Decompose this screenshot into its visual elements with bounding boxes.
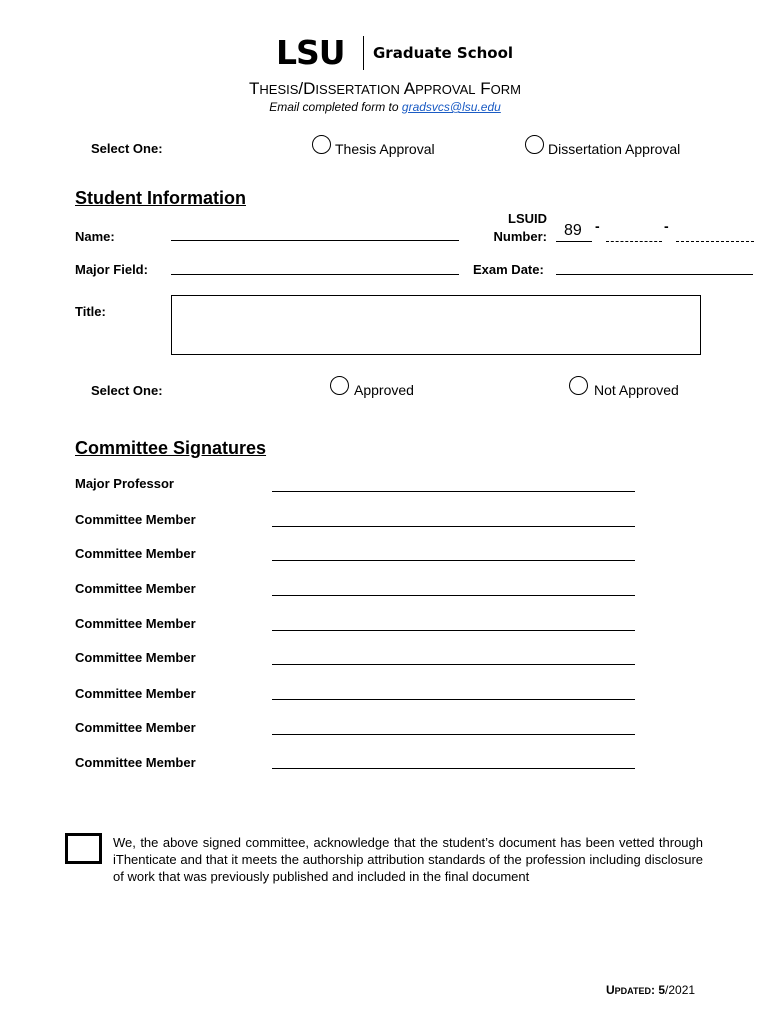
- graduate-school-label: Graduate School: [373, 44, 514, 62]
- exam-date-label: Exam Date:: [473, 262, 544, 277]
- email-instruction: Email completed form to gradsvcs@lsu.edu: [269, 100, 501, 114]
- committee-member-signature-line[interactable]: [272, 734, 635, 735]
- committee-member-signature-line[interactable]: [272, 664, 635, 665]
- approved-radio[interactable]: [330, 376, 349, 395]
- lsu-logo: LSU: [276, 33, 345, 72]
- name-label: Name:: [75, 229, 115, 244]
- not-approved-label: Not Approved: [594, 382, 679, 398]
- committee-member-label: Committee Member: [75, 650, 196, 665]
- major-professor-label: Major Professor: [75, 476, 174, 491]
- committee-member-label: Committee Member: [75, 616, 196, 631]
- not-approved-radio[interactable]: [569, 376, 588, 395]
- committee-member-label: Committee Member: [75, 581, 196, 596]
- approved-label: Approved: [354, 382, 414, 398]
- lsuid-segment-3[interactable]: [676, 241, 754, 242]
- major-field-label: Major Field:: [75, 262, 148, 277]
- lsuid-dash-2: -: [664, 218, 669, 234]
- committee-member-label: Committee Member: [75, 686, 196, 701]
- lsuid-prefix: 89: [564, 222, 582, 239]
- committee-member-label: Committee Member: [75, 546, 196, 561]
- student-info-heading: Student Information: [75, 188, 246, 208]
- title-label: Title:: [75, 304, 106, 319]
- lsuid-segment-2[interactable]: [606, 241, 662, 242]
- major-field-input[interactable]: [171, 274, 459, 275]
- acknowledgement-text: We, the above signed committee, acknowledge that the student’s document has been vetted through iThenticate and that it meets the authorship attribution standards of the profession including disclosure of work that was previously published and included in the final document: [113, 835, 703, 884]
- committee-heading: Committee Signatures: [75, 438, 267, 458]
- lsuid-segment-1[interactable]: [556, 241, 592, 242]
- dissertation-approval-radio[interactable]: [525, 135, 544, 154]
- lsuid-label-1: LSUID: [508, 211, 547, 226]
- thesis-approval-radio[interactable]: [312, 135, 331, 154]
- thesis-approval-label: Thesis Approval: [335, 141, 435, 157]
- committee-member-label: Committee Member: [75, 755, 196, 770]
- dissertation-approval-label: Dissertation Approval: [548, 141, 681, 157]
- type-select-label: Select One:: [91, 141, 163, 156]
- committee-member-signature-line[interactable]: [272, 630, 635, 631]
- logo-divider: [363, 36, 364, 70]
- lsuid-dash-1: -: [595, 218, 600, 234]
- lsuid-label-2: Number:: [493, 229, 547, 244]
- acknowledgement-checkbox[interactable]: [65, 833, 102, 864]
- title-input-box[interactable]: [171, 295, 701, 355]
- committee-member-signature-line[interactable]: [272, 526, 635, 527]
- committee-member-signature-line[interactable]: [272, 560, 635, 561]
- committee-member-signature-line[interactable]: [272, 595, 635, 596]
- committee-member-label: Committee Member: [75, 720, 196, 735]
- committee-member-signature-line[interactable]: [272, 699, 635, 700]
- committee-member-signature-line[interactable]: [272, 768, 635, 769]
- exam-date-input[interactable]: [556, 274, 753, 275]
- email-link[interactable]: gradsvcs@lsu.edu: [401, 100, 501, 114]
- committee-member-label: Committee Member: [75, 512, 196, 527]
- major-professor-signature-line[interactable]: [272, 491, 635, 492]
- decision-select-label: Select One:: [91, 383, 163, 398]
- updated-date: UPDATED: 5/2021: [606, 983, 696, 997]
- form-title: THESIS/DISSERTATION APPROVAL FORM: [249, 79, 521, 98]
